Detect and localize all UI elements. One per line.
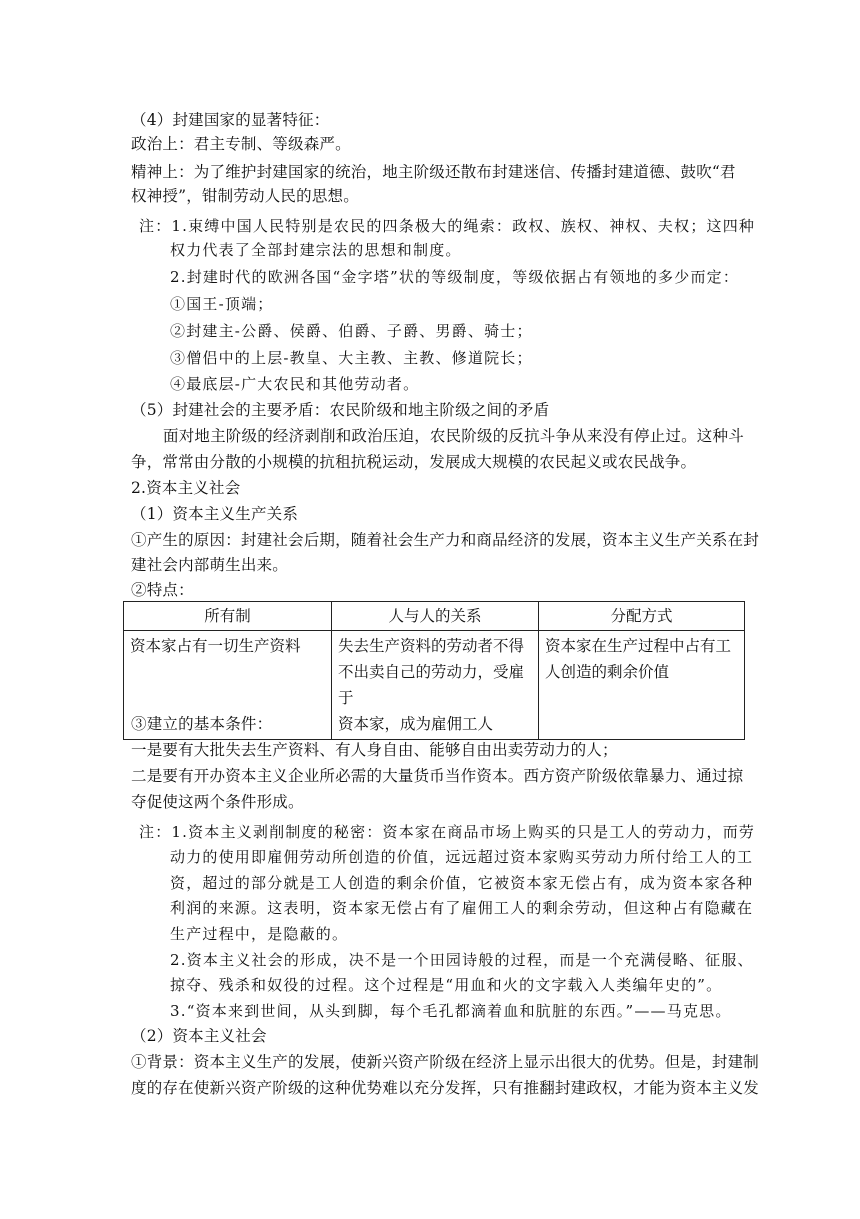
section-heading-main-contradiction: （5）封建社会的主要矛盾：农民阶级和地主阶级之间的矛盾: [131, 401, 550, 419]
paragraph-line: 精神上：为了维护封建国家的统治，地主阶级还散布封建迷信、传播封建道德、鼓吹“君: [131, 163, 736, 181]
note-line: ①国王-顶端；: [170, 295, 274, 313]
note-line: 资，超过的部分就是工人创造的剩余价值，它被资本家无偿占有，成为资本家各种: [170, 874, 754, 892]
table-cell: [539, 631, 745, 740]
paragraph-line: ①背景：资本主义生产的发展，使新兴资产阶级在经济上显示出很大的优势。但是，封建制: [131, 1053, 760, 1071]
note-line: ④最底层-广大农民和其他劳动者。: [170, 375, 420, 393]
note-line: 权力代表了全部封建宗法的思想和制度。: [170, 241, 462, 259]
note-line: 注：1.资本主义剥削制度的秘密：资本家在商品市场上购买的只是工人的劳动力，而劳: [139, 823, 756, 841]
table-cell: [332, 631, 539, 740]
paragraph-line: 度的存在使新兴资产阶级的这种优势难以充分发挥，只有推翻封建政权，才能为资本主义发: [131, 1079, 760, 1097]
cell-text: 人创造的剩余价值: [545, 663, 670, 681]
paragraph-line: ②特点：: [131, 581, 194, 599]
note-line: 2.资本主义社会的形成，决不是一个田园诗般的过程，而是一个充满侵略、征服、: [170, 951, 754, 969]
note-line: 利润的来源。这表明，资本家无偿占有了雇佣工人的剩余劳动，但这种占有隐藏在: [170, 899, 754, 917]
table-header-row: [124, 602, 745, 631]
table-header-cell: 分配方式: [539, 602, 745, 631]
section-heading-capitalist-society-2: （2）资本主义社会: [131, 1027, 267, 1045]
note-line: ③僧侣中的上层-教皇、大主教、主教、修道院长；: [170, 349, 533, 367]
cell-text: 失去生产资料的劳动者不得: [338, 637, 525, 655]
note-line: 注：1.束缚中国人民特别是农民的四条极大的绳索：政权、族权、神权、夫权；这四种: [139, 217, 756, 235]
paragraph-line: 政治上：君主专制、等级森严。: [131, 135, 351, 153]
paragraph-line: 争，常常由分散的小规模的抗租抗税运动，发展成大规模的农民起义或农民战争。: [131, 453, 697, 471]
note-line: 动力的使用即雇佣劳动所创造的价值，远远超过资本家购买劳动力所付给工人的工: [170, 848, 754, 866]
note-line: 掠夺、残杀和奴役的过程。这个过程是“用血和火的文字载入人类编年史的”。: [170, 976, 723, 994]
note-line: 生产过程中，是隐蔽的。: [170, 925, 349, 943]
section-heading-capitalist-society: 2.资本主义社会: [131, 479, 241, 497]
note-line: 2.封建时代的欧洲各国“金字塔”状的等级制度，等级依据占有领地的多少而定：: [170, 268, 740, 286]
cell-text: 资本家在生产过程中占有工: [545, 637, 732, 655]
table-header-cell: 所有制: [124, 602, 332, 631]
paragraph-line: ③建立的基本条件：: [131, 715, 273, 733]
section-heading-feudal-state: （4）封建国家的显著特征：: [131, 111, 330, 129]
cell-text: 资本家，成为雇佣工人: [338, 715, 494, 733]
paragraph-line: 权神授”，钳制劳动人民的思想。: [131, 187, 359, 205]
note-line: ②封建主-公爵、侯爵、伯爵、子爵、男爵、骑士；: [170, 322, 533, 340]
paragraph-line: 建社会内部萌生出来。: [131, 556, 289, 574]
table-header-cell: 人与人的关系: [332, 602, 539, 631]
paragraph-line: 二是要有开办资本主义企业所必需的大量货币当作资本。西方资产阶级依靠暴力、通过掠: [131, 767, 744, 785]
paragraph-line: 面对地主阶级的经济剥削和政治压迫，农民阶级的反抗斗争从来没有停止过。这种斗: [163, 427, 744, 445]
cell-text: 不出卖自己的劳动力，受雇于: [338, 663, 525, 707]
cell-text: 资本家占有一切生产资料: [130, 637, 301, 655]
paragraph-line: 夺促使这两个条件形成。: [131, 793, 304, 811]
section-heading-capitalist-relations: （1）资本主义生产关系: [131, 505, 299, 523]
paragraph-line: 一是要有大批失去生产资料、有人身自由、能够自由出卖劳动力的人；: [131, 741, 618, 759]
paragraph-line: ①产生的原因：封建社会后期，随着社会生产力和商品经济的发展，资本主义生产关系在封: [131, 531, 760, 549]
note-line: 3.“资本来到世间，从头到脚，每个毛孔都滴着血和肮脏的东西。”——马克思。: [170, 1002, 732, 1020]
